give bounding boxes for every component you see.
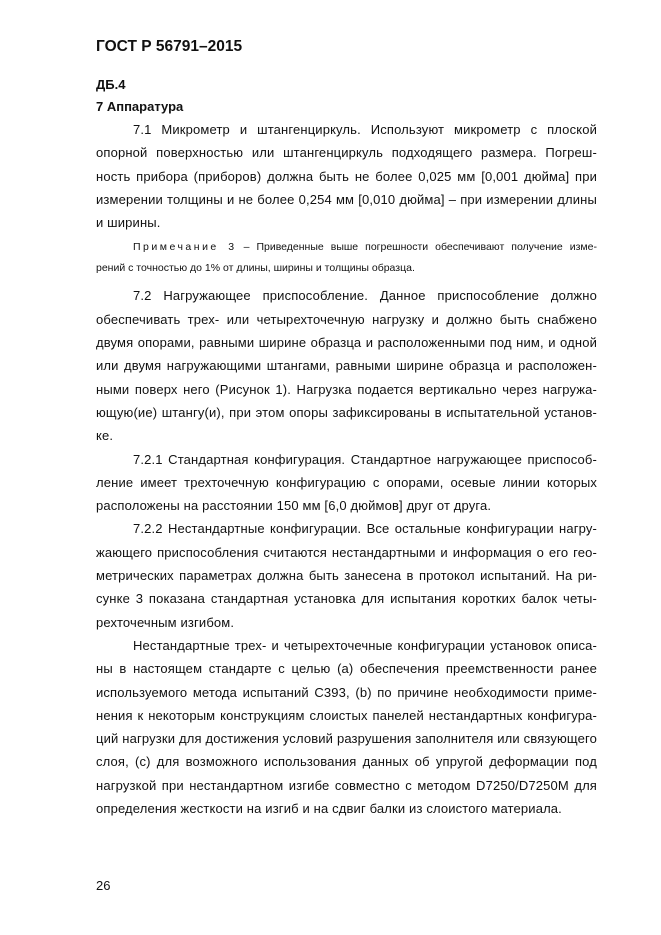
text-line: обеспечивать трех- или четырехточечную нагрузку и должно быть снабжено bbox=[96, 311, 597, 327]
text-line: измерении толщины и не более 0,254 мм [0,010 дюйма] – при измерении длины bbox=[96, 191, 597, 207]
text-line bbox=[96, 237, 597, 258]
text-line: 7.2.2 Нестандартные конфигурации. Все остальные конфигурации нагру- bbox=[133, 521, 597, 537]
text-line: ны в настоящем стандарте с целью (a) обеспечения преемственности ранее bbox=[96, 661, 597, 677]
text-line: двумя опорами, равными ширине образца и расположенными под ним, и одной bbox=[96, 335, 597, 351]
text-line: ций нагрузки для достижения условий разрушения заполнителя или связующего bbox=[96, 731, 597, 747]
text-line: рений с точностью до 1% от длины, ширины и толщины образца. bbox=[96, 262, 415, 275]
text-line: определения жесткости на изгиб и на сдвиг балки из слоистого материала. bbox=[96, 801, 562, 817]
page-number: 26 bbox=[96, 878, 111, 893]
text-line: ление имеет трехточечную конфигурацию с опорами, осевые линии которых bbox=[96, 474, 597, 490]
text-line: нагрузкой при нестандартном изгибе совместно с методом D7250/D7250M для bbox=[96, 777, 597, 793]
section-heading: 7 Аппаратура bbox=[96, 99, 184, 114]
text-line: сунке 3 показана стандартная установка для испытания коротких балок четы- bbox=[96, 591, 597, 607]
paragraph bbox=[96, 118, 597, 234]
text-line: 7.1 Микрометр и штангенциркуль. Используют микрометр с плоской bbox=[133, 122, 597, 137]
text-line: или двумя нагружающими штангами, равными ширине образца и расположен- bbox=[96, 358, 597, 374]
text-line: ность прибора (приборов) должна быть не более 0,025 мм [0,001 дюйма] при bbox=[96, 168, 597, 184]
paragraph bbox=[96, 517, 597, 633]
text-line: ющую(ие) штангу(и), при этом опоры зафиксированы в испытательной установ- bbox=[96, 404, 597, 420]
text-line: опорной поверхностью или штангенциркуль подходящего размера. Погреш- bbox=[96, 145, 597, 161]
appendix-heading: ДБ.4 bbox=[96, 77, 126, 92]
text-line: жающего приспособления считаются нестандартными и информация о его гео- bbox=[96, 544, 597, 560]
text-line: рехточечным изгибом. bbox=[96, 614, 235, 630]
paragraph bbox=[96, 448, 597, 518]
text-line: нения к некоторым конструкциям слоистых панелей нестандартных конфигура- bbox=[96, 707, 597, 723]
paragraphs bbox=[96, 118, 597, 820]
document-header: ГОСТ Р 56791–2015 bbox=[96, 38, 243, 55]
text-line: слоя, (c) для возможного использования данных об упругой деформации под bbox=[96, 754, 597, 770]
text-line: и ширины. bbox=[96, 215, 161, 231]
text-line: метрических параметрах должна быть занесена в протокол испытаний. На ри- bbox=[96, 568, 597, 584]
text-line: ке. bbox=[96, 428, 114, 444]
text-line: расположены на расстоянии 150 мм [6,0 дюймов] друг от друга. bbox=[96, 498, 492, 514]
page-body bbox=[96, 74, 597, 820]
note-text: – Приведенные выше погрешности обеспечивают получение изме- bbox=[236, 241, 597, 254]
text-line: 7.2.1 Стандартная конфигурация. Стандартное нагружающее приспособ- bbox=[133, 451, 597, 467]
paragraph bbox=[96, 284, 597, 447]
text-line: 7.2 Нагружающее приспособление. Данное приспособление должно bbox=[133, 288, 597, 304]
text-line: используемого метода испытаний С393, (b) по причине необходимости приме- bbox=[96, 684, 597, 700]
paragraph bbox=[96, 634, 597, 820]
note bbox=[96, 237, 597, 279]
text-line: ными поверх него (Рисунок 1). Нагрузка подается вертикально через нагружа- bbox=[96, 381, 597, 397]
text-line: Нестандартные трех- и четырехточечные конфигурации установок описа- bbox=[133, 637, 597, 653]
note-label: Примечание 3 bbox=[133, 241, 237, 254]
